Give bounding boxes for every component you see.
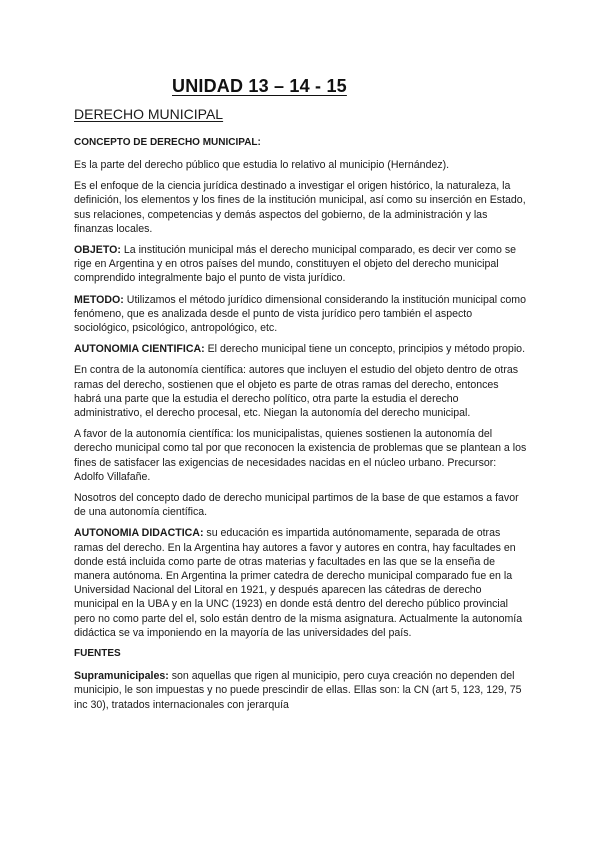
page-title: UNIDAD 13 – 14 - 15	[172, 76, 347, 96]
autonomia-didactica-text: su educación es impartida autónomamente, separada de otras ramas del derecho. En la Argentina hay autores a favor y autores en contra, hay facultades en donde está incluida como parte de otras materias y facultades en las que se la enseña de manera autónoma. En Argentina la primer catedra de derecho municipal comparado fue en la Universidad Nacional del Litoral en 1921, y después aparecen las cátedras de derecho municipal en la UBA y en la UNC (1923) en donde está dentro del derecho público provincial pero no como parte del el, solo están dentro de la misma asignatura. Actualmente la autonomía didáctica se va imponiendo en la mayoría de las universidades del país.	[74, 527, 523, 639]
paragraph-definition: Es la parte del derecho público que estudia lo relativo al municipio (Hernández).	[74, 159, 450, 171]
paragraph-supramunicipales	[74, 669, 528, 712]
supramunicipales-label: Supramunicipales:	[74, 670, 169, 683]
paragraph-autonomia-didactica	[74, 526, 528, 640]
objeto-text: La institución municipal más el derecho municipal comparado, es decir ver como se rige en Argentina y en otros países del mundo, constituyen el objeto del derecho municipal comprendido integralmente bajo el punto de vista jurídico.	[74, 244, 517, 285]
autonomia-didactica-label: AUTONOMIA DIDACTICA:	[74, 527, 204, 540]
paragraph-en-contra: En contra de la autonomía científica: autores que incluyen el estudio del objeto dentro de otras ramas del derecho, sostienen que el objeto es parte de otras ramas del derecho, entonces habrá una parte que la estudia el derecho político, otra parte la estudia el derecho administrativo, el derecho procesal, etc. Niegan la autonomía del derecho municipal.	[74, 364, 519, 420]
paragraph-nosotros: Nosotros del concepto dado de derecho municipal partimos de la base de que estamos a favor de una autonomía científica.	[74, 492, 519, 519]
autonomia-cientifica-label: AUTONOMIA CIENTIFICA:	[74, 343, 205, 356]
objeto-label: OBJETO:	[74, 244, 121, 257]
paragraph-autonomia-cientifica	[74, 342, 528, 356]
paragraph-approach: Es el enfoque de la ciencia jurídica destinado a investigar el origen histórico, la naturaleza, la definición, los elementos y los fines de la institución municipal, así como su inserción en Estado, sus relaciones, competencias y demás aspectos del gobierno, de la administración y las finanzas locales.	[74, 180, 526, 235]
paragraph-metodo	[74, 293, 528, 336]
autonomia-cientifica-text: El derecho municipal tiene un concepto, principios y método propio.	[204, 343, 526, 356]
supramunicipales-text: son aquellas que rigen al municipio, pero cuya creación no dependen del municipio, le son impuestas y no puede prescindir de ellas. Ellas son: la CN (art 5, 123, 129, 75 inc 30), tratados internacionales con jerarquía	[74, 670, 522, 711]
document-body	[74, 136, 528, 719]
metodo-label: METODO:	[74, 293, 124, 306]
section-heading: DERECHO MUNICIPAL	[74, 106, 224, 122]
fuentes-heading: FUENTES	[74, 648, 121, 660]
paragraph-objeto	[74, 243, 528, 286]
concept-heading: CONCEPTO DE DERECHO MUNICIPAL:	[74, 137, 261, 148]
metodo-text: Utilizamos el método jurídico dimensional considerando la institución municipal como fenómeno, que es analizada desde el punto de vista jurídico pero también el aspecto sociológico, psicológico, antropológico, etc.	[74, 293, 527, 335]
paragraph-a-favor: A favor de la autonomía científica: los municipalistas, quienes sostienen la autonomía del derecho municipal como tal por que reconocen la existencia de problemas que se plantean a los fines de satisfacer las exigencias de necesidades nacidas en el núcleo urbano. Precursor: Adolfo Villafañe.	[74, 428, 527, 483]
